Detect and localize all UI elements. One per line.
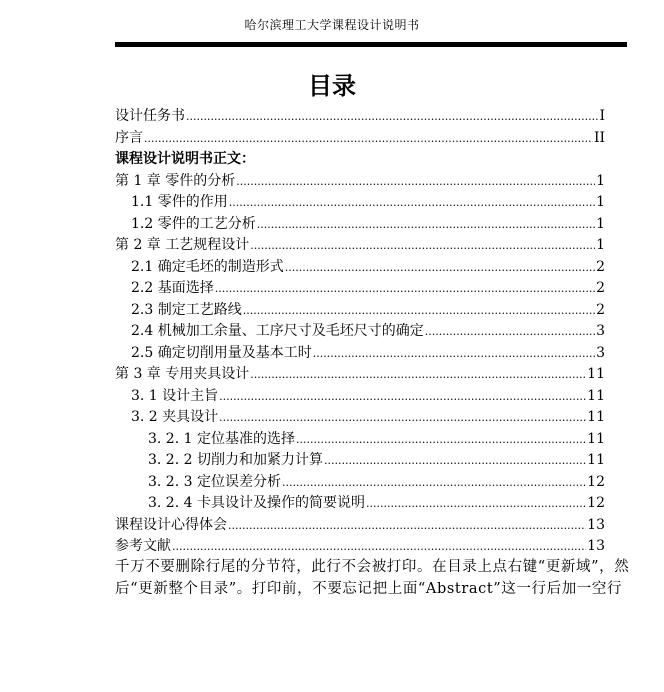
toc-dot-leader xyxy=(215,278,595,300)
toc-entry-page-number: 12 xyxy=(587,473,605,490)
toc-entry-label: 设计任务书 xyxy=(115,108,185,124)
toc-entry-page-number: 12 xyxy=(587,495,605,511)
toc-entry[interactable] xyxy=(115,515,605,537)
toc-entry-label: 3. 2. 2 切削力和加紧力计算 xyxy=(148,452,323,468)
toc-entry-page-number: II xyxy=(593,129,605,146)
toc-entry[interactable] xyxy=(115,128,605,150)
page-header: 哈尔滨理工大学课程设计说明书 xyxy=(244,18,420,32)
toc-entry[interactable] xyxy=(115,407,605,429)
toc-entry-page-number: 11 xyxy=(587,387,605,404)
toc-dot-leader xyxy=(219,386,586,408)
toc-entry[interactable] xyxy=(115,278,605,300)
toc-entry-label: 1.2 零件的工艺分析 xyxy=(131,215,256,232)
toc-entry-label: 3. 2. 1 定位基准的选择 xyxy=(148,430,295,447)
toc-entry-page-number: 13 xyxy=(587,538,605,554)
toc-dot-leader xyxy=(425,321,595,343)
toc-section-heading xyxy=(115,149,605,171)
toc-entry[interactable] xyxy=(115,472,605,494)
toc-dot-leader xyxy=(282,472,586,494)
toc-entry-label: 2.3 制定工艺路线 xyxy=(131,301,242,318)
toc-entry-label: 3. 2. 4 卡具设计及操作的简要说明 xyxy=(148,495,365,511)
toc-dot-leader xyxy=(285,257,595,279)
toc-entry-label: 2.1 确定毛坯的制造形式 xyxy=(131,258,284,275)
toc-entry[interactable] xyxy=(115,300,605,322)
toc-entry-label: 第 1 章 零件的分析 xyxy=(115,172,236,189)
toc-entry-label: 参考文献 xyxy=(115,538,171,554)
toc-entry[interactable] xyxy=(115,106,605,128)
toc-dot-leader xyxy=(313,343,595,365)
toc-entry-page-number: 11 xyxy=(587,366,605,382)
toc-dot-leader xyxy=(250,235,595,257)
toc-dot-leader xyxy=(229,192,595,214)
toc-entry-page-number: 1 xyxy=(596,172,605,189)
toc-entry[interactable] xyxy=(115,343,605,365)
toc-entry[interactable] xyxy=(115,171,605,193)
toc-entry[interactable] xyxy=(115,450,605,472)
toc-dot-leader xyxy=(236,171,595,193)
toc-entry-label: 3. 2 夹具设计 xyxy=(131,409,219,425)
toc-title: 目录 xyxy=(308,72,356,100)
toc-entry-label: 第 2 章 工艺规程设计 xyxy=(115,237,250,253)
toc-entry-page-number: I xyxy=(599,108,605,124)
toc-dot-leader xyxy=(219,407,586,429)
toc-dot-leader xyxy=(172,536,586,558)
toc-entry[interactable] xyxy=(115,536,605,558)
toc-entry[interactable] xyxy=(115,364,605,386)
toc-dot-leader xyxy=(250,364,586,386)
toc-entry-label: 3. 1 设计主旨 xyxy=(131,387,219,404)
toc-dot-leader xyxy=(186,106,598,128)
toc-entry-label: 课程设计心得体会 xyxy=(115,516,227,533)
toc-dot-leader xyxy=(243,300,595,322)
toc-entry-label: 2.4 机械加工余量、工序尺寸及毛坯尺寸的确定 xyxy=(131,323,424,339)
toc-entry-page-number: 3 xyxy=(596,344,605,361)
toc-dot-leader xyxy=(228,515,586,537)
toc-dot-leader xyxy=(366,493,586,515)
toc-entry[interactable] xyxy=(115,214,605,236)
toc-entry-page-number: 11 xyxy=(587,430,605,447)
toc-entry-page-number: 1 xyxy=(596,194,605,210)
toc-entry-page-number: 2 xyxy=(596,280,605,296)
toc-entry[interactable] xyxy=(115,429,605,451)
toc-entry-page-number: 13 xyxy=(587,516,605,533)
toc-entry[interactable] xyxy=(115,386,605,408)
toc-entry[interactable] xyxy=(115,257,605,279)
toc-entry[interactable] xyxy=(115,235,605,257)
toc-entry-page-number: 11 xyxy=(587,452,605,468)
header-rule xyxy=(115,42,627,47)
toc-entry-label: 课程设计说明书正文： xyxy=(115,151,255,167)
toc-entry-label: 2.5 确定切削用量及基本工时 xyxy=(131,344,312,361)
toc-dot-leader xyxy=(296,429,586,451)
toc-entry-page-number: 1 xyxy=(596,215,605,232)
toc-entry-page-number: 2 xyxy=(596,301,605,318)
instruction-note: 千万不要删除行尾的分节符，此行不会被打印。在目录上点右键“更新域”，然后“更新整个目录”。打印前，不要忘记把上面“Abstract”这一行后加一空行 xyxy=(115,559,630,597)
table-of-contents xyxy=(115,106,605,558)
toc-entry-label: 第 3 章 专用夹具设计 xyxy=(115,366,250,382)
toc-entry-page-number: 1 xyxy=(596,237,605,253)
toc-entry[interactable] xyxy=(115,321,605,343)
toc-entry-page-number: 3 xyxy=(596,323,605,339)
toc-entry-label: 序言 xyxy=(115,129,143,146)
toc-entry-label: 1.1 零件的作用 xyxy=(131,194,228,210)
toc-entry-label: 2.2 基面选择 xyxy=(131,280,214,296)
toc-entry[interactable] xyxy=(115,493,605,515)
toc-dot-leader xyxy=(324,450,586,472)
toc-entry-page-number: 11 xyxy=(587,409,605,425)
toc-entry-label: 3. 2. 3 定位误差分析 xyxy=(148,473,281,490)
toc-entry[interactable] xyxy=(115,192,605,214)
toc-dot-leader xyxy=(257,214,595,236)
toc-dot-leader xyxy=(144,128,593,150)
toc-entry-page-number: 2 xyxy=(596,258,605,275)
